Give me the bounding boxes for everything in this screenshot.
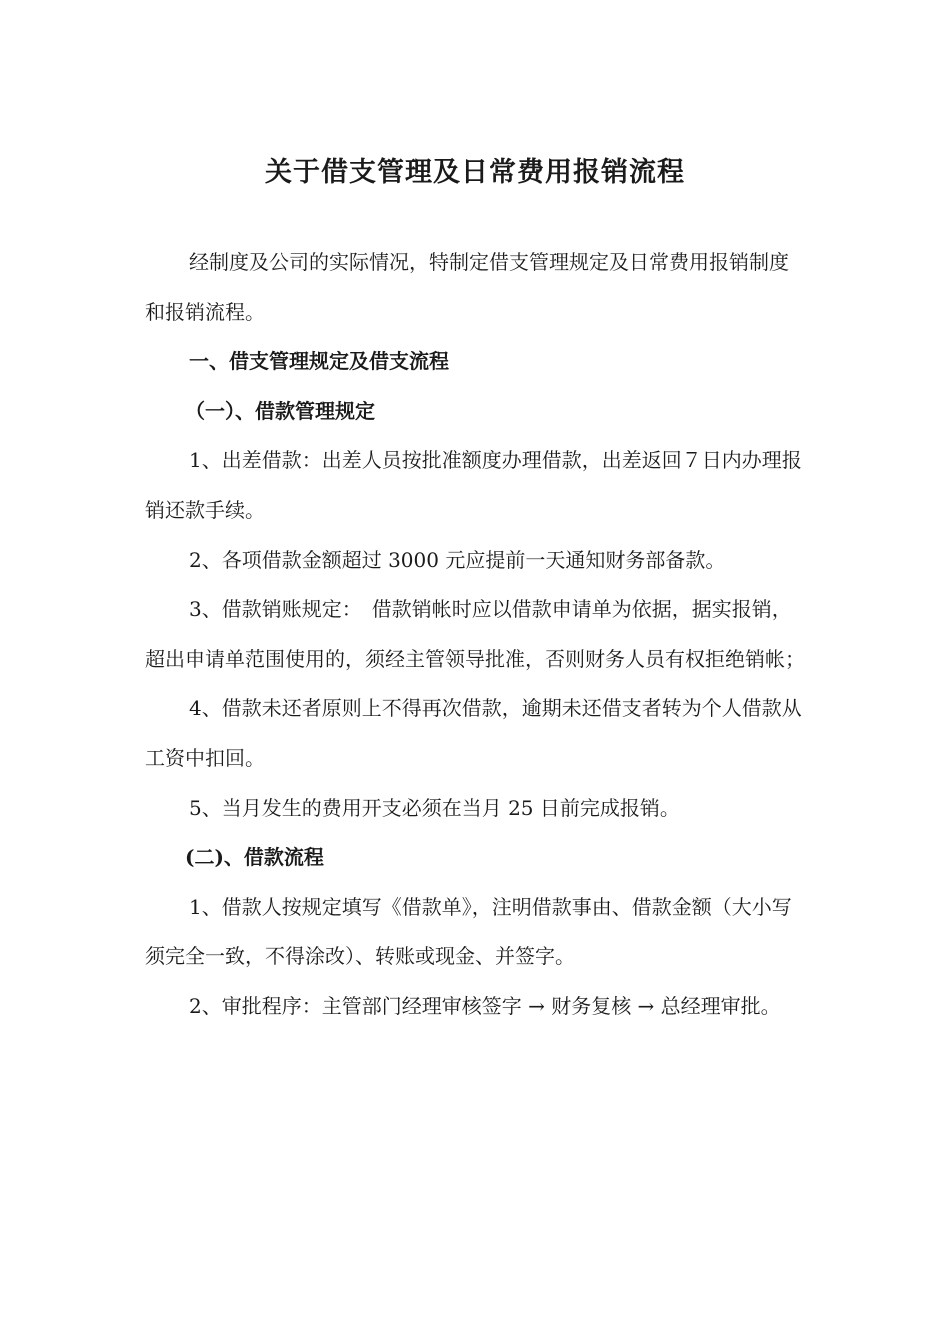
rule-item-5: 5、当月发生的费用开支必须在当月 25 日前完成报销。: [189, 795, 680, 820]
rule-item-2: 2、各项借款金额超过 3000 元应提前一天通知财务部备款。: [189, 547, 726, 572]
subsection-heading-loan-process: (二)、借款流程: [185, 845, 324, 870]
rule-item-4: 4、借款未还者原则上不得再次借款，逾期未还借支者转为个人借款从工资中扣回。: [145, 696, 802, 770]
section-heading-borrowing: 一、借支管理规定及借支流程: [189, 349, 449, 374]
intro-paragraph: 经制度及公司的实际情况，特制定借支管理规定及日常费用报销制度和报销流程。: [145, 250, 789, 324]
process-item-1: 1、借款人按规定填写《借款单》，注明借款事由、借款金额（大小写须完全一致，不得涂改）、转账或现金、并签字。: [145, 894, 792, 969]
document-body: [145, 238, 805, 1032]
document-title: 关于借支管理及日常费用报销流程: [265, 157, 685, 188]
rule-item-3: 3、借款销账规定： 借款销帐时应以借款申请单为依据，据实报销，超出申请单范围使用的，须经主管领导批准，否则财务人员有权拒绝销帐；: [145, 597, 805, 671]
subsection-heading-loan-rules: （一）、借款管理规定: [185, 398, 375, 423]
process-item-2: 2、审批程序：主管部门经理审核签字 → 财务复核 → 总经理审批。: [189, 993, 781, 1018]
rule-item-1: 1、出差借款：出差人员按批准额度办理借款，出差返回７日内办理报销还款手续。: [145, 448, 802, 522]
